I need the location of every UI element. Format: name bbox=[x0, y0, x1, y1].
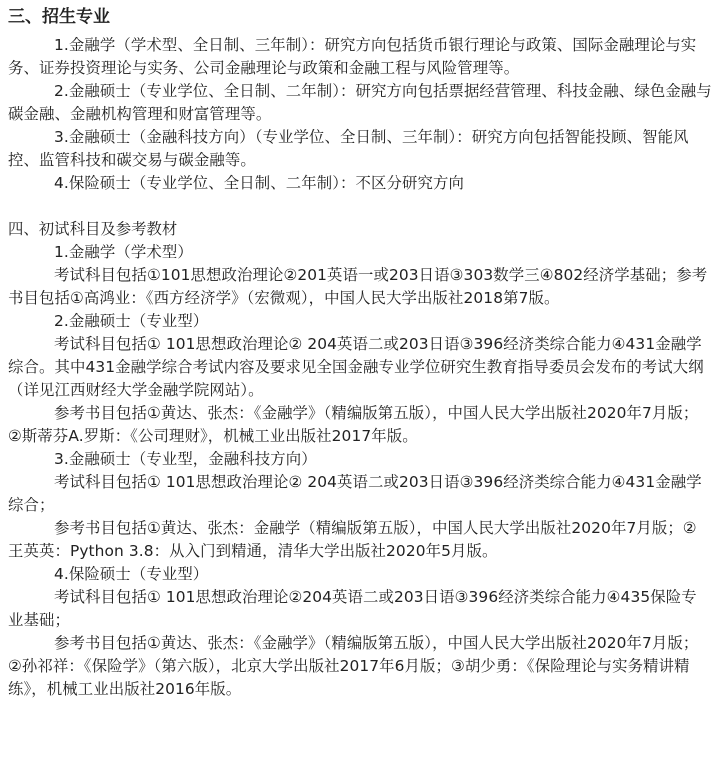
exam-block-4-heading: 4.保险硕士（专业型） bbox=[54, 565, 209, 583]
exam-block-4-subjects: 考试科目包括① 101思想政治理论②204英语二或203日语③396经济类综合能力④435保险专业基础； bbox=[8, 588, 697, 629]
exam-block-3-heading: 3.金融硕士（专业型，金融科技方向） bbox=[54, 450, 317, 468]
exam-block-1-heading: 1.金融学（学术型） bbox=[54, 243, 193, 261]
exam-block-3-books: 参考书目包括①黄达、张杰：金融学（精编版第五版），中国人民大学出版社2020年7月版；②王英英：Python 3.8：从入门到精通，清华大学出版社2020年5月版。 bbox=[8, 519, 697, 560]
major-item-3: 3.金融硕士（金融科技方向）（专业学位、全日制、三年制）：研究方向包括智能投顾、智能风控、监管科技和碳交易与碳金融等。 bbox=[8, 128, 689, 169]
exam-block-4-books: 参考书目包括①黄达、张杰：《金融学》（精编版第五版），中国人民大学出版社2020年7月版；②孙祁祥：《保险学》（第六版），北京大学出版社2017年6月版；③胡少勇：《保险理论与实务精讲精练》，机械工业出版社2016年版。 bbox=[8, 634, 699, 698]
section-4-title: 四、初试科目及参考教材 bbox=[8, 220, 178, 238]
exam-block-2-subjects: 考试科目包括① 101思想政治理论② 204英语二或203日语③396经济类综合能力④431金融学综合。其中431金融学综合考试内容及要求见全国金融专业学位研究生教育指导委员会发布的考试大纲（详见江西财经大学金融学院网站）。 bbox=[8, 335, 704, 399]
section-spacer bbox=[8, 195, 712, 218]
exam-block-1-para: 考试科目包括①101思想政治理论②201英语一或203日语③303数学三④802经济学基础；参考书目包括①高鸿业：《西方经济学》（宏微观），中国人民大学出版社2018第7版。 bbox=[8, 266, 708, 307]
major-item-1: 1.金融学（学术型、全日制、三年制）：研究方向包括货币银行理论与政策、国际金融理论与实务、证券投资理论与实务、公司金融理论与政策和金融工程与风险管理等。 bbox=[8, 36, 697, 77]
exam-block-2-books: 参考书目包括①黄达、张杰：《金融学》（精编版第五版），中国人民大学出版社2020年7月版；②斯蒂芬A.罗斯：《公司理财》，机械工业出版社2017年版。 bbox=[8, 404, 699, 445]
section-3-title: 三、招生专业 bbox=[8, 7, 110, 27]
major-item-2: 2.金融硕士（专业学位、全日制、二年制）：研究方向包括票据经营管理、科技金融、绿色金融与碳金融、金融机构管理和财富管理等。 bbox=[8, 82, 712, 123]
exam-block-3-subjects: 考试科目包括① 101思想政治理论② 204英语二或203日语③396经济类综合能力④431金融学综合； bbox=[8, 473, 702, 514]
exam-block-2-heading: 2.金融硕士（专业型） bbox=[54, 312, 209, 330]
major-item-4: 4.保险硕士（专业学位、全日制、二年制）：不区分研究方向 bbox=[54, 174, 464, 192]
